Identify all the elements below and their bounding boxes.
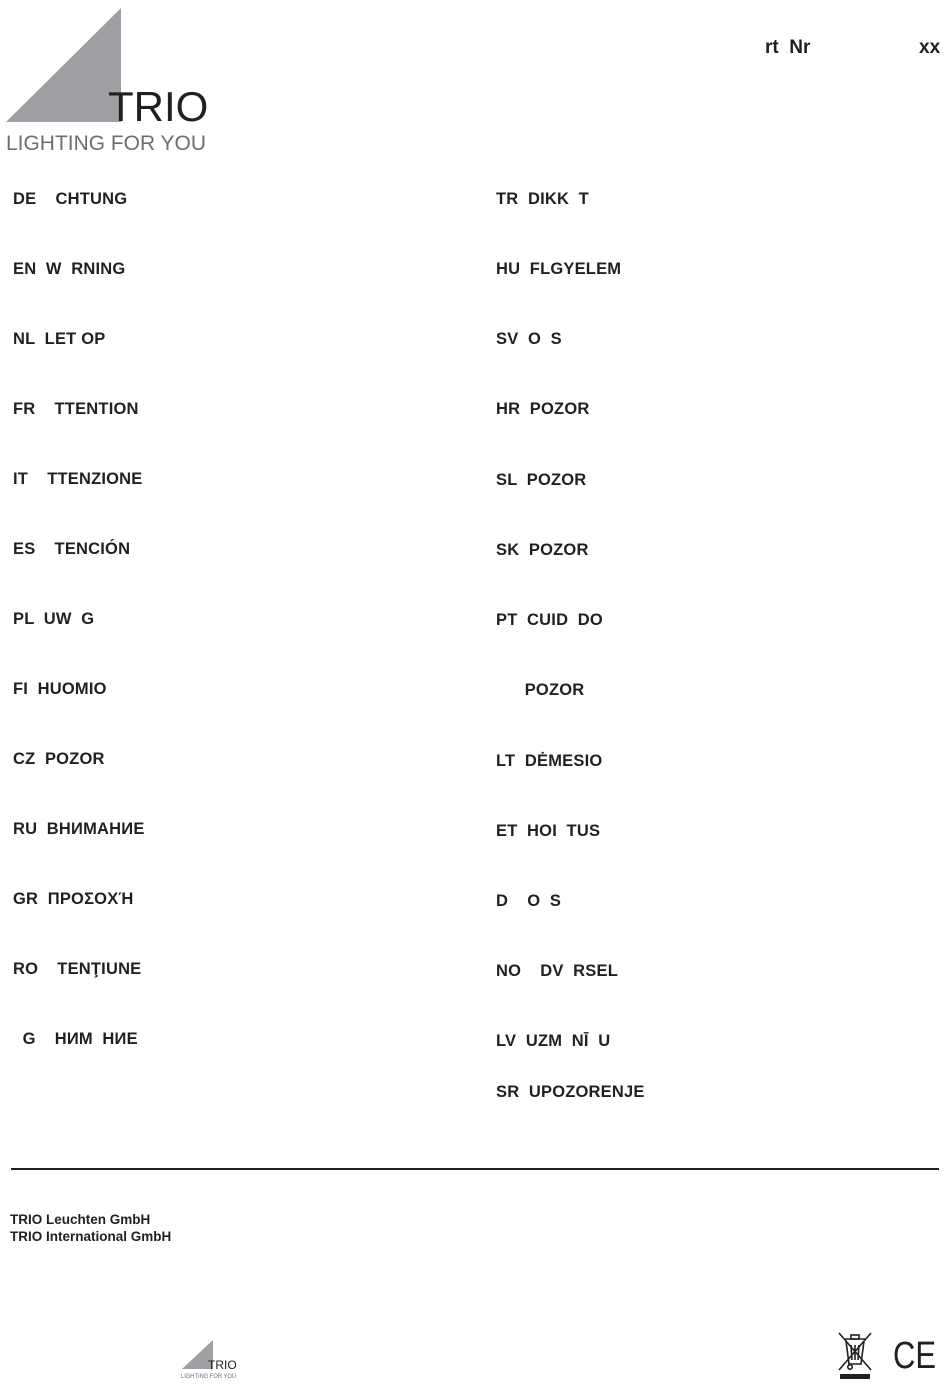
warning-sk: SK POZOR [496,541,589,559]
warning-lv: LV UZM NĪ U [496,1032,611,1050]
logo-tagline: LIGHTING FOR YOU [6,131,206,155]
article-number-suffix: xx [919,37,941,58]
logo-name: TRIO [108,83,209,130]
warning-no: NO DV RSEL [496,962,618,980]
warning-lt: LT DĖMESIO [496,752,603,770]
ce-mark-text: CE [893,1335,936,1377]
warning-de: DE CHTUNG [13,190,128,208]
company-name-international: TRIO International GmbH [10,1229,172,1244]
warning-sv: SV O S [496,330,562,348]
weee-crossed-bin-icon [836,1330,874,1380]
trio-logo-small [180,1338,238,1380]
warning-hu: HU FLGYELEM [496,260,622,278]
trio-logo [6,8,212,155]
ce-mark-icon [893,1335,937,1377]
warning-et: ET HOI TUS [496,822,601,840]
warning-ru: RU ВНИМАНИЕ [13,820,145,838]
footer-divider [11,1168,939,1170]
warning-en: EN W RNING [13,260,126,278]
warning-nl: NL LET OP [13,330,106,348]
warning-pt: PT CUID DO [496,611,603,629]
logo-triangle [6,8,121,122]
logo-small-tagline: LIGHTING FOR YOU [181,1373,236,1380]
article-number-label: rt Nr [765,37,811,58]
company-name-leuchten: TRIO Leuchten GmbH [10,1212,151,1227]
warning-tr: TR DIKK T [496,190,589,208]
warning-bg: G НИМ НИЕ [13,1030,138,1048]
warning-pl: PL UW G [13,610,95,628]
warning-fr: FR TTENTION [13,400,139,418]
warning-es: ES TENCIÓN [13,540,131,558]
warning-unlabeled-pozor: POZOR [496,681,585,699]
logo-small-name: TRIO [208,1358,237,1372]
warning-sr: SR UPOZORENJE [496,1083,645,1101]
warning-it: IT TTENZIONE [13,470,143,488]
warning-gr: GR ΠΡΟΣΟΧΉ [13,890,134,908]
warning-hr: HR POZOR [496,400,590,418]
warning-ro: RO TENŢIUNE [13,960,142,978]
warning-cz: CZ POZOR [13,750,105,768]
warning-sl: SL POZOR [496,471,587,489]
warning-da: D O S [496,892,562,910]
warning-fi: FI HUOMIO [13,680,107,698]
